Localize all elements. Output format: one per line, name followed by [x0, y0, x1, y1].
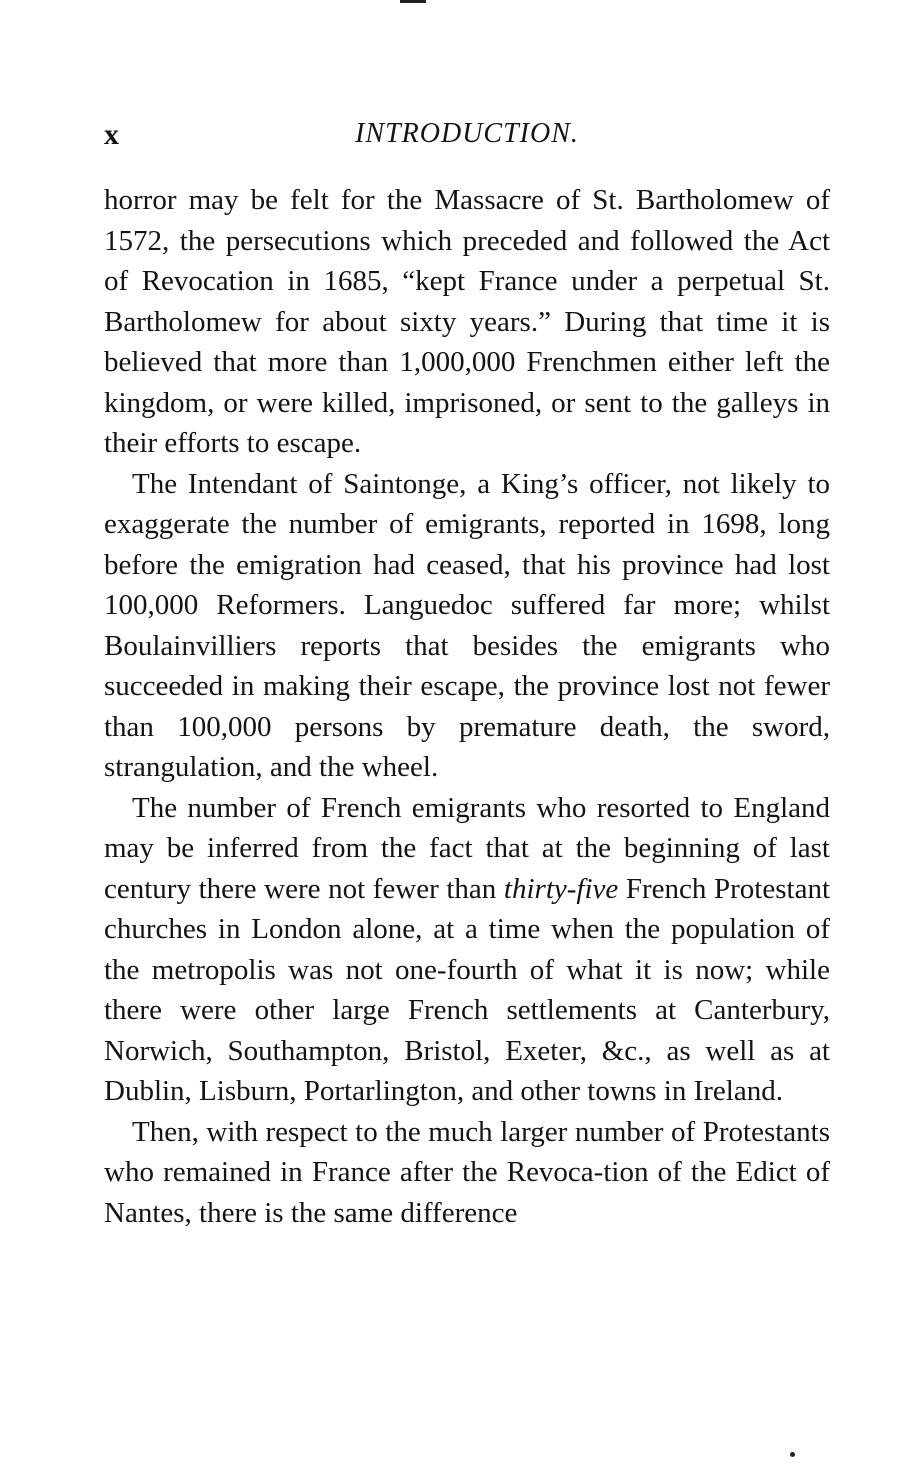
paragraph-3-before: The number of French emigrants who resorted to England may be inferred from the fact that at the beginning of last century there were not fewer than [104, 791, 830, 905]
body-text [104, 180, 830, 1233]
print-speck [790, 1452, 795, 1457]
paragraph-1: horror may be felt for the Massacre of St. Bartholomew of 1572, the persecutions which preceded and followed the Act of Revocation in 1685, “kept France under a perpetual St. Bartholomew for about sixty years.” During that time it is believed that more than 1,000,000 Frenchmen either left the kingdom, or were killed, imprisoned, or sent to the galleys in their efforts to escape. [104, 184, 830, 459]
paragraph-3 [104, 788, 830, 1112]
page-number: x [104, 118, 120, 151]
running-head: INTRODUCTION. [355, 118, 579, 149]
page-header [104, 118, 830, 158]
paragraph-3-after: French Protestant churches in London alone, at a time when the population of the metropolis was not one-fourth of what it is now; while there were other large French settlements at Canterbury, Norwich, Southampton, Bristol, Exeter, &c., as well as at Dublin, Lisburn, Portarlington, and other towns in Ireland. [104, 872, 831, 1107]
top-edge-mark [400, 0, 426, 3]
paragraph-4: Then, with respect to the much larger number of Protestants who remained in France after the Revoca-tion of the Edict of Nantes, there is the same difference [104, 1115, 830, 1229]
emphasis-thirty-five: thirty-five [503, 872, 619, 905]
paragraph-2: The Intendant of Saintonge, a King’s officer, not likely to exaggerate the number of emigrants, reported in 1698, long before the emigration had ceased, that his province had lost 100,000 Reformers. Languedoc suffered far more; whilst Boulainvilliers reports that besides the emigrants who succeeded in making their escape, the province lost not fewer than 100,000 persons by premature death, the sword, strangulation, and the wheel. [104, 467, 830, 783]
